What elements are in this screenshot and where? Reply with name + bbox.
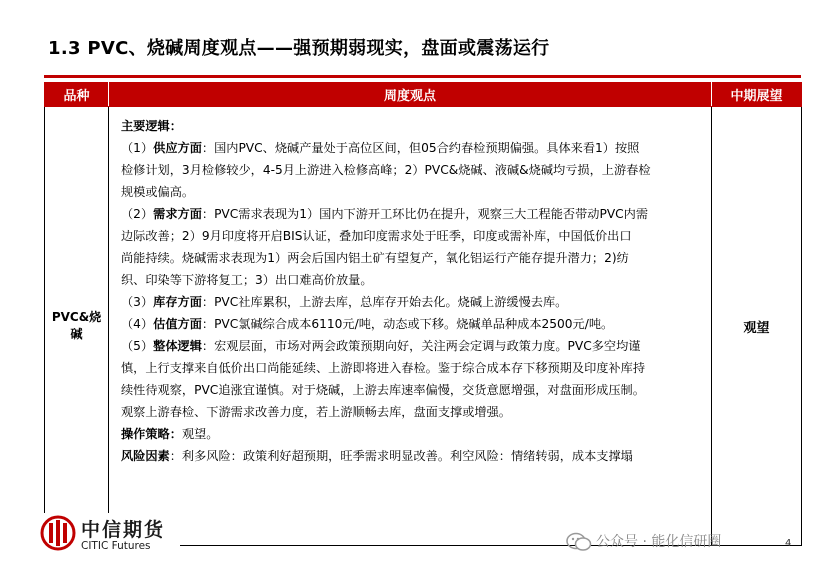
view-line-text: （3） <box>121 295 154 309</box>
view-line-text: ：PVC社库累积，上游去库，总库存开始去化。烧碱上游缓慢去库。 <box>201 295 568 309</box>
outlook-cell: 观望 <box>712 107 802 546</box>
watermark-text: 公众号 · 能化信研圈 <box>596 534 722 550</box>
view-line-text: ：国内PVC、烧碱产量处于高位区间，但05合约春检预期偏强。具体来看1）按照 <box>201 141 640 155</box>
title-divider <box>44 75 801 78</box>
view-line-text: ：利多风险：政策利好超预期，旺季需求明显改善。利空风险：情绪转弱，成本支撑塌 <box>169 449 633 463</box>
view-line-text: 观察上游春检、下游需求改善力度，若上游顺畅去库，盘面支撑或增强。 <box>121 405 511 419</box>
view-line-text: （2） <box>121 207 154 221</box>
view-line-text: 边际改善；2）9月印度将开启BIS认证，叠加印度需求处于旺季，印度或需补库，中国低价出口 <box>121 229 632 243</box>
view-line-text: （5） <box>121 339 154 353</box>
view-line-text: 检修计划，3月检修较少，4-5月上游进入检修高峰；2）PVC&烧碱、液碱&烧碱均亏损，上游春检 <box>121 163 651 177</box>
wechat-icon <box>566 532 592 552</box>
view-line-heading: 库存方面 <box>153 295 202 309</box>
watermark <box>566 531 721 552</box>
view-line <box>121 291 701 313</box>
view-line-heading: 估值方面 <box>153 317 202 331</box>
view-line-text: （1） <box>121 141 154 155</box>
view-line-text: 规模或偏高。 <box>121 185 195 199</box>
view-line-text: ：PVC需求表现为1）国内下游开工环比仍在提升，观察三大工程能否带动PVC内需 <box>201 207 649 221</box>
view-line-heading: 操作策略： <box>121 427 182 441</box>
view-line-heading: 需求方面 <box>153 207 202 221</box>
view-line-text: （4） <box>121 317 154 331</box>
view-line <box>121 137 701 159</box>
logo-text-en: CITIC Futures <box>81 540 151 552</box>
header-outlook: 中期展望 <box>712 83 802 107</box>
header-weekly-view: 周度观点 <box>109 83 712 107</box>
view-line-heading: 供应方面 <box>153 141 202 155</box>
view-line <box>121 181 701 203</box>
view-line-text: 织、印染等下游将复工；3）出口难高价放量。 <box>121 273 373 287</box>
view-line <box>121 313 701 335</box>
page-number: 4 <box>785 538 792 549</box>
view-line-text: ：宏观层面，市场对两会政策预期向好，关注两会定调与政策力度。PVC多空均谨 <box>201 339 641 353</box>
variety-cell <box>45 107 109 546</box>
variety-name-line1: PVC&烧 <box>51 310 102 324</box>
header-variety: 品种 <box>45 83 109 107</box>
variety-name-line2: 碱 <box>70 327 83 341</box>
view-line <box>121 203 701 225</box>
view-line <box>121 401 701 423</box>
view-line-text: ：PVC氯碱综合成本6110元/吨，动态或下移。烧碱单品种成本2500元/吨。 <box>201 317 614 331</box>
view-line <box>121 423 701 445</box>
logo-text-cn: 中信期货 <box>81 519 166 541</box>
weekly-view-table <box>44 82 802 546</box>
view-line <box>121 379 701 401</box>
view-line <box>121 335 701 357</box>
view-line-text: 慎，上行支撑来自低价出口尚能延续、上游即将进入春检。鉴于综合成本存下移预期及印度补库持 <box>121 361 646 375</box>
view-line <box>121 445 701 467</box>
weekly-view-cell <box>109 107 712 546</box>
weekly-view-text <box>121 115 701 535</box>
view-line <box>121 357 701 379</box>
view-line-text: 尚能持续。烧碱需求表现为1）两会后国内铝土矿有望复产，氧化铝运行产能存提升潜力；2)纺 <box>121 251 629 265</box>
view-line <box>121 247 701 269</box>
view-line <box>121 269 701 291</box>
view-line-heading: 风险因素 <box>121 449 170 463</box>
view-line <box>121 159 701 181</box>
view-line-heading: 整体逻辑 <box>153 339 202 353</box>
view-line-heading: 主要逻辑： <box>121 119 182 133</box>
citic-logo-icon <box>40 515 76 551</box>
view-line <box>121 225 701 247</box>
view-line <box>121 115 701 137</box>
view-line-text: 续性待观察，PVC追涨宜谨慎。对于烧碱，上游去库速率偏慢，交货意愿增强，对盘面形成压制。 <box>121 383 645 397</box>
view-line-text: 观望。 <box>181 427 219 441</box>
page-title: 1.3 PVC、烧碱周度观点——强预期弱现实，盘面或震荡运行 <box>48 38 550 59</box>
citic-futures-logo <box>40 513 180 563</box>
